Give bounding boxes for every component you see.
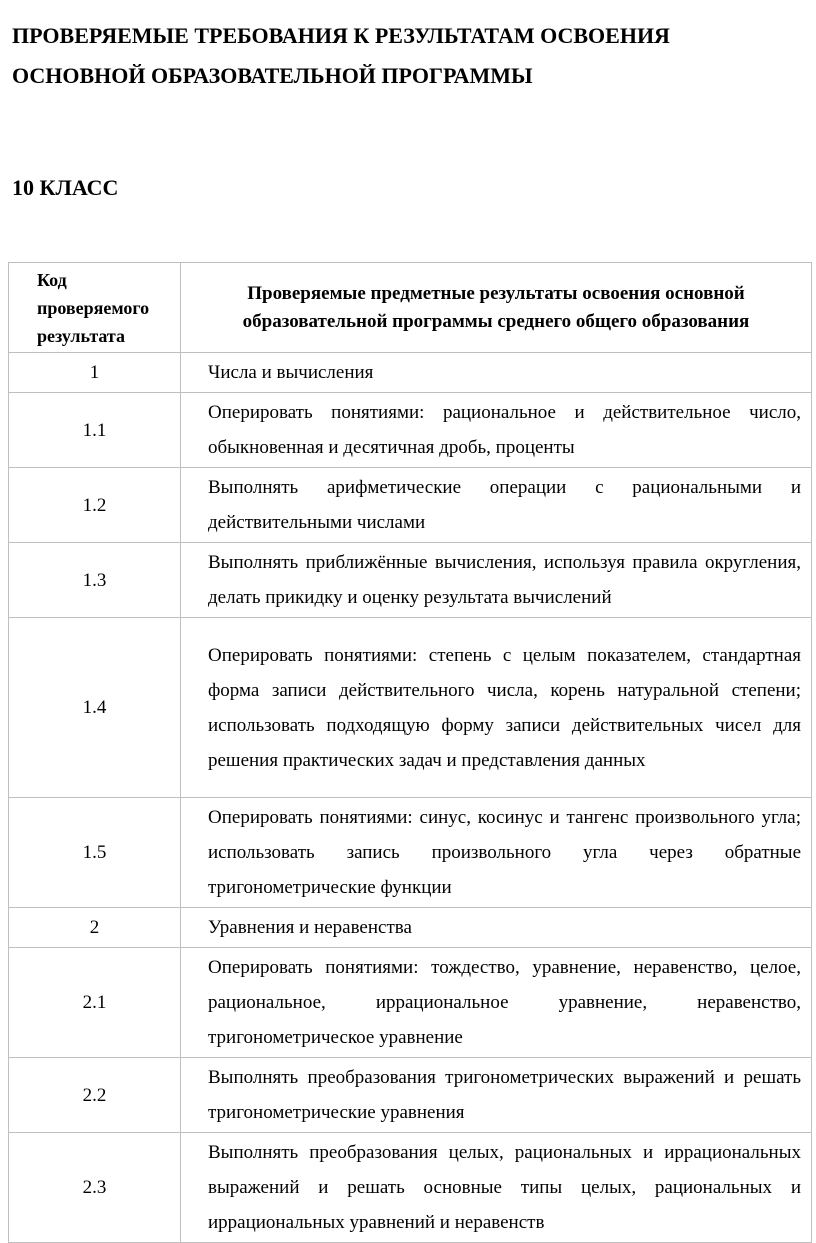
- table-row: [9, 543, 812, 618]
- table-row: [9, 948, 812, 1058]
- table-row: [9, 468, 812, 543]
- row-code: 1.1: [9, 393, 181, 468]
- table-row: [9, 393, 812, 468]
- table-header-row: [9, 263, 812, 353]
- row-code: 1: [9, 353, 181, 393]
- row-code: 1.4: [9, 618, 181, 798]
- requirements-table: [8, 262, 812, 1243]
- row-description: Выполнять преобразования целых, рациональных и иррациональных выражений и решать основные типы целых, рациональных и иррациональных уравнений и неравенств: [181, 1133, 812, 1243]
- row-code: 1.5: [9, 798, 181, 908]
- row-code: 1.2: [9, 468, 181, 543]
- document-title: ПРОВЕРЯЕМЫЕ ТРЕБОВАНИЯ К РЕЗУЛЬТАТАМ ОСВОЕНИЯ ОСНОВНОЙ ОБРАЗОВАТЕЛЬНОЙ ПРОГРАММЫ: [12, 23, 670, 88]
- table-row: [9, 1133, 812, 1243]
- row-description: Оперировать понятиями: тождество, уравнение, неравенство, целое, рациональное, иррациональное уравнение, неравенство, тригонометрическое уравнение: [181, 948, 812, 1058]
- row-description: Выполнять арифметические операции с рациональными и действительными числами: [181, 468, 812, 543]
- table-row: [9, 908, 812, 948]
- row-code: 1.3: [9, 543, 181, 618]
- table-row: [9, 618, 812, 798]
- table-row: [9, 353, 812, 393]
- row-description: Выполнять преобразования тригонометрических выражений и решать тригонометрические уравнения: [181, 1058, 812, 1133]
- header-results: Проверяемые предметные результаты освоения основной образовательной программы среднего общего образования: [181, 263, 812, 353]
- row-code: 2: [9, 908, 181, 948]
- row-code: 2.2: [9, 1058, 181, 1133]
- row-code: 2.1: [9, 948, 181, 1058]
- row-description: Оперировать понятиями: синус, косинус и тангенс произвольного угла; использовать запись произвольного угла через обратные тригонометрические функции: [181, 798, 812, 908]
- row-code: 2.3: [9, 1133, 181, 1243]
- row-description: Уравнения и неравенства: [181, 908, 812, 948]
- table-row: [9, 1058, 812, 1133]
- row-description: Выполнять приближённые вычисления, используя правила округления, делать прикидку и оценку результата вычислений: [181, 543, 812, 618]
- row-description: Числа и вычисления: [181, 353, 812, 393]
- row-description: Оперировать понятиями: степень с целым показателем, стандартная форма записи действительного числа, корень натуральной степени; использовать подходящую форму записи действительных чисел для решения практических задач и представления данных: [181, 618, 812, 798]
- header-code: Код проверяемого результата: [9, 263, 181, 353]
- grade-heading: 10 КЛАСС: [12, 175, 119, 200]
- table-row: [9, 798, 812, 908]
- row-description: Оперировать понятиями: рациональное и действительное число, обыкновенная и десятичная дробь, проценты: [181, 393, 812, 468]
